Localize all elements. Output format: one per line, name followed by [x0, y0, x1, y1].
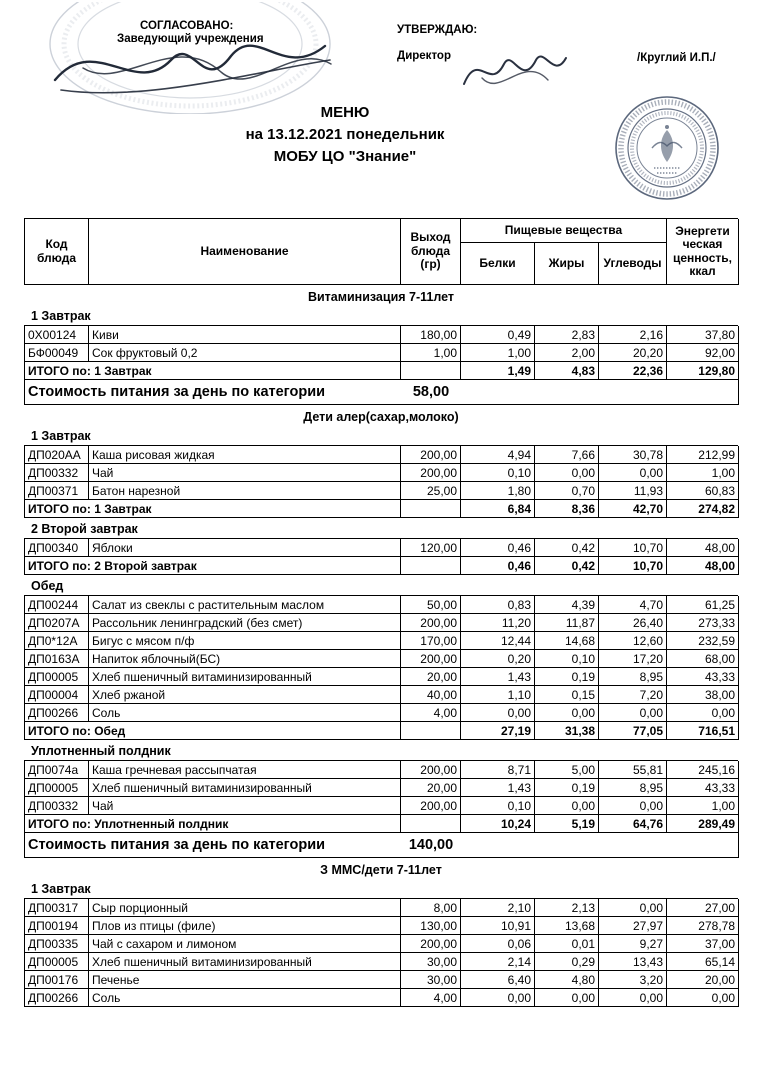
- dish-row: [24, 797, 738, 815]
- dish-energy: 20,00: [667, 971, 739, 989]
- total-fat: 31,38: [535, 722, 599, 740]
- total-row: [24, 362, 738, 380]
- dish-carbs: 26,40: [599, 614, 667, 632]
- total-fat: 0,42: [535, 557, 599, 575]
- dish-protein: 1,43: [461, 668, 535, 686]
- dish-energy: 43,33: [667, 668, 739, 686]
- total-protein: 0,46: [461, 557, 535, 575]
- dish-protein: 6,40: [461, 971, 535, 989]
- dish-row: [24, 445, 738, 464]
- dish-row: [24, 650, 738, 668]
- dish-code: ДП00005: [25, 953, 89, 971]
- dish-name: Чай с сахаром и лимоном: [89, 935, 401, 953]
- dish-protein: 0,20: [461, 650, 535, 668]
- dish-row: [24, 760, 738, 779]
- dish-carbs: 13,43: [599, 953, 667, 971]
- dish-code: ДП00317: [25, 899, 89, 917]
- dish-output: 25,00: [401, 482, 461, 500]
- dish-name: Бигус с мясом п/ф: [89, 632, 401, 650]
- dish-energy: 0,00: [667, 704, 739, 722]
- total-protein: 27,19: [461, 722, 535, 740]
- dish-protein: 1,00: [461, 344, 535, 362]
- dish-code: ДП00332: [25, 464, 89, 482]
- dish-row: [24, 917, 738, 935]
- dish-carbs: 11,93: [599, 482, 667, 500]
- total-output: [401, 362, 461, 380]
- total-energy: 129,80: [667, 362, 739, 380]
- dish-name: Соль: [89, 989, 401, 1007]
- col-header-fat: Жиры: [535, 243, 599, 285]
- cost-row: [24, 380, 738, 405]
- category-row: [24, 408, 738, 425]
- dish-output: 200,00: [401, 935, 461, 953]
- dish-name: Рассольник ленинградский (без смет): [89, 614, 401, 632]
- dish-name: Чай: [89, 464, 401, 482]
- dish-row: [24, 668, 738, 686]
- total-carbs: 64,76: [599, 815, 667, 833]
- dish-name: Хлеб ржаной: [89, 686, 401, 704]
- total-fat: 5,19: [535, 815, 599, 833]
- dish-output: 130,00: [401, 917, 461, 935]
- dish-output: 8,00: [401, 899, 461, 917]
- dish-code: ДП00244: [25, 596, 89, 614]
- dish-code: ДП020АА: [25, 446, 89, 464]
- dish-protein: 1,10: [461, 686, 535, 704]
- dish-fat: 0,15: [535, 686, 599, 704]
- dish-code: ДП00266: [25, 704, 89, 722]
- meal-title: 1 Завтрак: [31, 881, 91, 896]
- dish-output: 4,00: [401, 704, 461, 722]
- dish-name: Батон нарезной: [89, 482, 401, 500]
- dish-name: Хлеб пшеничный витаминизированный: [89, 668, 401, 686]
- approve-role: Директор: [397, 50, 451, 62]
- dish-code: ДП00005: [25, 779, 89, 797]
- dish-name: Печенье: [89, 971, 401, 989]
- dish-fat: 0,00: [535, 464, 599, 482]
- dish-row: [24, 779, 738, 797]
- meal-row: [24, 742, 738, 759]
- dish-output: 200,00: [401, 614, 461, 632]
- meal-title: Обед: [31, 578, 64, 593]
- dish-row: [24, 704, 738, 722]
- dish-fat: 4,80: [535, 971, 599, 989]
- dish-protein: 2,10: [461, 899, 535, 917]
- total-label: ИТОГО по: 2 Второй завтрак: [25, 557, 401, 575]
- dish-carbs: 30,78: [599, 446, 667, 464]
- dish-fat: 2,83: [535, 326, 599, 344]
- dish-name: Сыр порционный: [89, 899, 401, 917]
- dish-carbs: 4,70: [599, 596, 667, 614]
- dish-code: ДП00004: [25, 686, 89, 704]
- total-row: [24, 557, 738, 575]
- dish-row: [24, 325, 738, 344]
- dish-row: [24, 482, 738, 500]
- dish-code: ДП00005: [25, 668, 89, 686]
- total-energy: 716,51: [667, 722, 739, 740]
- dish-output: 170,00: [401, 632, 461, 650]
- dish-protein: 12,44: [461, 632, 535, 650]
- dish-code: ДП0207А: [25, 614, 89, 632]
- dish-fat: 13,68: [535, 917, 599, 935]
- total-fat: 4,83: [535, 362, 599, 380]
- dish-fat: 0,19: [535, 779, 599, 797]
- dish-protein: 0,06: [461, 935, 535, 953]
- dish-code: ДП00266: [25, 989, 89, 1007]
- category-row: [24, 861, 738, 878]
- dish-code: БФ00049: [25, 344, 89, 362]
- agreed-role: Заведующий учреждения: [117, 33, 264, 45]
- dish-protein: 0,10: [461, 797, 535, 815]
- dish-energy: 1,00: [667, 464, 739, 482]
- dish-code: ДП00176: [25, 971, 89, 989]
- dish-fat: 0,10: [535, 650, 599, 668]
- dish-output: 50,00: [401, 596, 461, 614]
- dish-output: 20,00: [401, 668, 461, 686]
- dish-fat: 0,00: [535, 989, 599, 1007]
- total-label: ИТОГО по: 1 Завтрак: [25, 500, 401, 518]
- agreed-stamp-and-signature-icon: [25, 2, 355, 114]
- menu-title: МЕНЮ: [320, 104, 370, 121]
- col-header-dish-code: Код блюда: [25, 219, 89, 285]
- agreed-label: СОГЛАСОВАНО:: [140, 20, 234, 32]
- dish-carbs: 9,27: [599, 935, 667, 953]
- dish-code: 0X00124: [25, 326, 89, 344]
- dish-row: [24, 344, 738, 362]
- total-protein: 6,84: [461, 500, 535, 518]
- dish-code: ДП00332: [25, 797, 89, 815]
- col-header-dish-name: Наименование: [89, 219, 401, 285]
- dish-energy: 38,00: [667, 686, 739, 704]
- dish-energy: 37,00: [667, 935, 739, 953]
- dish-protein: 10,91: [461, 917, 535, 935]
- dish-energy: 92,00: [667, 344, 739, 362]
- dish-fat: 0,01: [535, 935, 599, 953]
- dish-name: Чай: [89, 797, 401, 815]
- menu-org: МОБУ ЦО "Знание": [273, 148, 417, 165]
- meal-title: 1 Завтрак: [31, 428, 91, 443]
- dish-output: 200,00: [401, 446, 461, 464]
- dish-protein: 1,80: [461, 482, 535, 500]
- dish-row: [24, 686, 738, 704]
- dish-name: Плов из птицы (филе): [89, 917, 401, 935]
- approve-label: УТВЕРЖДАЮ:: [397, 24, 478, 36]
- dish-output: 200,00: [401, 797, 461, 815]
- dish-output: 30,00: [401, 971, 461, 989]
- approve-name: /Круглий И.П./: [637, 52, 716, 64]
- dish-output: 180,00: [401, 326, 461, 344]
- cost-filler: [461, 833, 739, 858]
- menu-table: [24, 218, 738, 1007]
- dish-carbs: 7,20: [599, 686, 667, 704]
- meal-title: Уплотненный полдник: [31, 743, 171, 758]
- dish-output: 200,00: [401, 761, 461, 779]
- dish-energy: 60,83: [667, 482, 739, 500]
- dish-row: [24, 898, 738, 917]
- dish-output: 1,00: [401, 344, 461, 362]
- dish-energy: 232,59: [667, 632, 739, 650]
- menu-date: на 13.12.2021 понедельник: [245, 126, 445, 143]
- dish-output: 200,00: [401, 650, 461, 668]
- round-stamp-icon: [608, 92, 726, 204]
- total-label: ИТОГО по: Уплотненный полдник: [25, 815, 401, 833]
- dish-energy: 43,33: [667, 779, 739, 797]
- dish-energy: 65,14: [667, 953, 739, 971]
- dish-name: Сок фруктовый 0,2: [89, 344, 401, 362]
- dish-code: ДП0163А: [25, 650, 89, 668]
- col-header-nutrients: Пищевые вещества: [461, 219, 667, 243]
- dish-energy: 278,78: [667, 917, 739, 935]
- total-protein: 1,49: [461, 362, 535, 380]
- total-energy: 274,82: [667, 500, 739, 518]
- dish-name: Каша гречневая рассыпчатая: [89, 761, 401, 779]
- dish-carbs: 20,20: [599, 344, 667, 362]
- dish-carbs: 8,95: [599, 668, 667, 686]
- dish-carbs: 17,20: [599, 650, 667, 668]
- total-output: [401, 722, 461, 740]
- dish-fat: 14,68: [535, 632, 599, 650]
- dish-carbs: 0,00: [599, 704, 667, 722]
- dish-name: Соль: [89, 704, 401, 722]
- dish-fat: 0,70: [535, 482, 599, 500]
- total-row: [24, 722, 738, 740]
- dish-row: [24, 464, 738, 482]
- dish-fat: 0,00: [535, 704, 599, 722]
- dish-energy: 37,80: [667, 326, 739, 344]
- dish-carbs: 12,60: [599, 632, 667, 650]
- dish-code: ДП00340: [25, 539, 89, 557]
- meal-row: [24, 427, 738, 444]
- dish-protein: 11,20: [461, 614, 535, 632]
- dish-name: Киви: [89, 326, 401, 344]
- category-title: Витаминизация 7-11лет: [307, 289, 455, 304]
- dish-protein: 0,49: [461, 326, 535, 344]
- meal-row: [24, 520, 738, 537]
- dish-protein: 0,00: [461, 704, 535, 722]
- col-header-protein: Белки: [461, 243, 535, 285]
- total-label: ИТОГО по: 1 Завтрак: [25, 362, 401, 380]
- dish-fat: 11,87: [535, 614, 599, 632]
- dish-row: [24, 935, 738, 953]
- dish-output: 4,00: [401, 989, 461, 1007]
- dish-output: 20,00: [401, 779, 461, 797]
- meal-row: [24, 577, 738, 594]
- dish-carbs: 0,00: [599, 989, 667, 1007]
- dish-fat: 2,00: [535, 344, 599, 362]
- total-row: [24, 815, 738, 833]
- dish-code: ДП00335: [25, 935, 89, 953]
- total-output: [401, 500, 461, 518]
- dish-code: ДП00371: [25, 482, 89, 500]
- col-header-output: Выход блюда (гр): [401, 219, 461, 285]
- dish-code: ДП0074а: [25, 761, 89, 779]
- dish-carbs: 2,16: [599, 326, 667, 344]
- dish-protein: 4,94: [461, 446, 535, 464]
- dish-row: [24, 538, 738, 557]
- total-output: [401, 815, 461, 833]
- dish-protein: 0,83: [461, 596, 535, 614]
- total-carbs: 42,70: [599, 500, 667, 518]
- total-output: [401, 557, 461, 575]
- dish-carbs: 0,00: [599, 797, 667, 815]
- dish-carbs: 10,70: [599, 539, 667, 557]
- total-protein: 10,24: [461, 815, 535, 833]
- category-row: [24, 288, 738, 305]
- dish-energy: 68,00: [667, 650, 739, 668]
- col-header-carbs: Углеводы: [599, 243, 667, 285]
- dish-energy: 0,00: [667, 989, 739, 1007]
- dish-fat: 5,00: [535, 761, 599, 779]
- cost-row: [24, 833, 738, 858]
- dish-fat: 0,00: [535, 797, 599, 815]
- dish-output: 200,00: [401, 464, 461, 482]
- cost-label: Стоимость питания за день по категории: [25, 833, 401, 858]
- dish-fat: 4,39: [535, 596, 599, 614]
- meal-row: [24, 880, 738, 897]
- dish-energy: 212,99: [667, 446, 739, 464]
- dish-carbs: 27,97: [599, 917, 667, 935]
- col-header-energy: Энергети ческая ценность, ккал: [667, 219, 739, 285]
- cost-value: 58,00: [401, 380, 461, 405]
- dish-fat: 0,29: [535, 953, 599, 971]
- dish-row: [24, 632, 738, 650]
- total-fat: 8,36: [535, 500, 599, 518]
- dish-fat: 0,42: [535, 539, 599, 557]
- dish-name: Хлеб пшеничный витаминизированный: [89, 779, 401, 797]
- category-title: Дети алер(сахар,молоко): [303, 409, 459, 424]
- dish-protein: 8,71: [461, 761, 535, 779]
- total-row: [24, 500, 738, 518]
- approved-signature-icon: [452, 40, 577, 98]
- dish-energy: 27,00: [667, 899, 739, 917]
- document-header: [0, 0, 758, 218]
- total-carbs: 22,36: [599, 362, 667, 380]
- dish-protein: 0,00: [461, 989, 535, 1007]
- meal-row: [24, 307, 738, 324]
- total-energy: 48,00: [667, 557, 739, 575]
- total-label: ИТОГО по: Обед: [25, 722, 401, 740]
- dish-fat: 2,13: [535, 899, 599, 917]
- dish-carbs: 3,20: [599, 971, 667, 989]
- total-carbs: 77,05: [599, 722, 667, 740]
- dish-carbs: 8,95: [599, 779, 667, 797]
- category-title: З ММС/дети 7-11лет: [320, 862, 442, 877]
- dish-energy: 48,00: [667, 539, 739, 557]
- total-energy: 289,49: [667, 815, 739, 833]
- dish-name: Каша рисовая жидкая: [89, 446, 401, 464]
- dish-carbs: 0,00: [599, 899, 667, 917]
- dish-carbs: 55,81: [599, 761, 667, 779]
- dish-energy: 61,25: [667, 596, 739, 614]
- dish-row: [24, 595, 738, 614]
- title-block: [0, 102, 690, 168]
- dish-row: [24, 971, 738, 989]
- dish-row: [24, 614, 738, 632]
- table-header-row: [24, 218, 738, 285]
- cost-value: 140,00: [401, 833, 461, 858]
- dish-name: Хлеб пшеничный витаминизированный: [89, 953, 401, 971]
- dish-energy: 1,00: [667, 797, 739, 815]
- dish-fat: 7,66: [535, 446, 599, 464]
- total-carbs: 10,70: [599, 557, 667, 575]
- dish-protein: 1,43: [461, 779, 535, 797]
- dish-name: Напиток яблочный(БС): [89, 650, 401, 668]
- table-body: [24, 288, 738, 1007]
- dish-carbs: 0,00: [599, 464, 667, 482]
- dish-output: 30,00: [401, 953, 461, 971]
- dish-name: Яблоки: [89, 539, 401, 557]
- dish-code: ДП0*12А: [25, 632, 89, 650]
- cost-label: Стоимость питания за день по категории: [25, 380, 401, 405]
- meal-title: 1 Завтрак: [31, 308, 91, 323]
- dish-code: ДП00194: [25, 917, 89, 935]
- dish-name: Салат из свеклы с растительным маслом: [89, 596, 401, 614]
- dish-fat: 0,19: [535, 668, 599, 686]
- dish-row: [24, 953, 738, 971]
- dish-protein: 2,14: [461, 953, 535, 971]
- dish-row: [24, 989, 738, 1007]
- dish-energy: 273,33: [667, 614, 739, 632]
- dish-output: 120,00: [401, 539, 461, 557]
- dish-output: 40,00: [401, 686, 461, 704]
- dish-protein: 0,10: [461, 464, 535, 482]
- dish-energy: 245,16: [667, 761, 739, 779]
- dish-protein: 0,46: [461, 539, 535, 557]
- cost-filler: [461, 380, 739, 405]
- meal-title: 2 Второй завтрак: [31, 521, 138, 536]
